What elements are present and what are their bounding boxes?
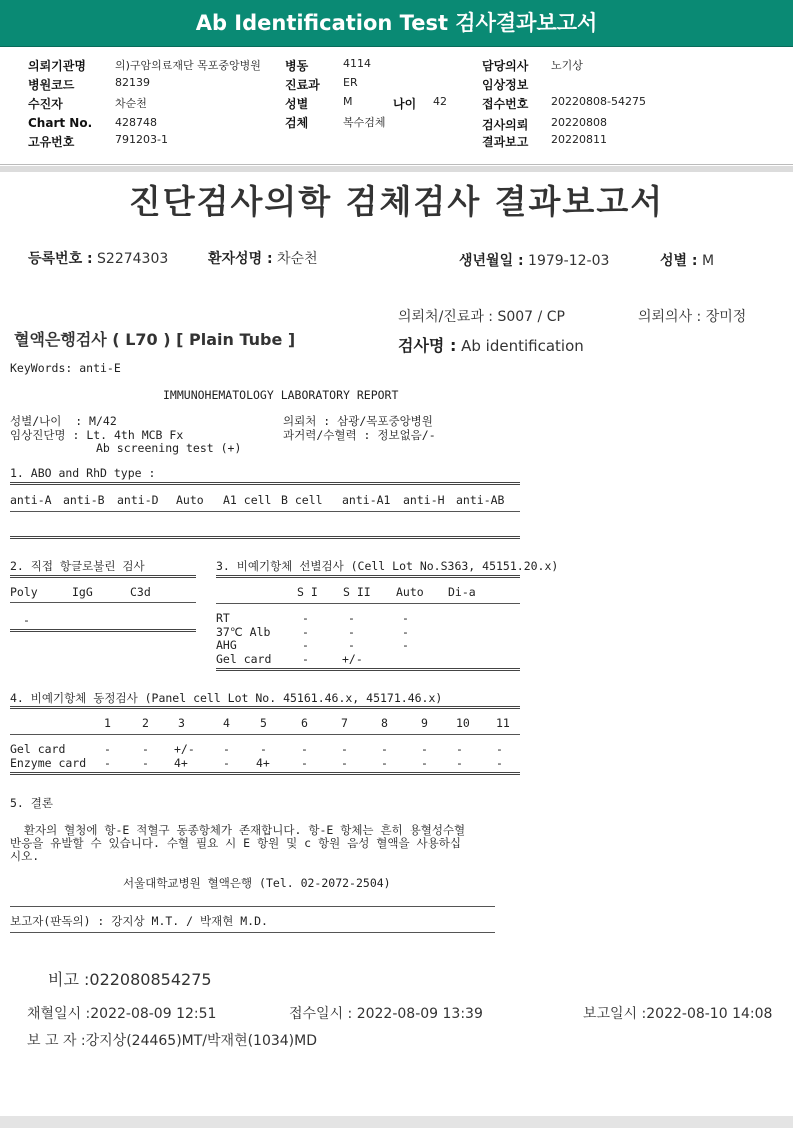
- label-chart-no: Chart No.: [28, 116, 93, 130]
- value-age: 42: [433, 95, 447, 108]
- abo-col-anti-ab: anti-AB: [456, 493, 505, 507]
- panel-cell: -: [142, 756, 149, 770]
- screen-cell: -: [348, 638, 355, 652]
- screen-row-name: RT: [216, 611, 230, 625]
- value-request-date: 20220808: [551, 116, 607, 129]
- label-request-date: 검사의뢰: [482, 118, 529, 132]
- panel-cell: -: [104, 756, 111, 770]
- patient-name: 환자성명 : 차순천: [208, 251, 318, 267]
- section1-title: 1. ABO and RhD type :: [10, 466, 156, 480]
- abo-col-anti-d: anti-D: [117, 493, 159, 507]
- transfusion-history: 과거력/수혈력 : 정보없음/-: [283, 428, 436, 442]
- rule: [10, 575, 196, 578]
- document-title: 진단검사의학 검체검사 결과보고서: [128, 182, 665, 221]
- hospital-contact: 서울대학교병원 혈액은행 (Tel. 02-2072-2504): [123, 876, 391, 890]
- collection-time: 채혈일시 :2022-08-09 12:51: [27, 1006, 217, 1022]
- section2-title: 2. 직접 항글로불린 검사: [10, 559, 145, 573]
- department: 의뢰처/진료과 : S007 / CP: [398, 309, 565, 325]
- lab-report-title: IMMUNOHEMATOLOGY LABORATORY REPORT: [163, 388, 399, 402]
- value-institution: 의)구암의료재단 목포중앙병원: [115, 59, 261, 72]
- screen-cell: -: [302, 638, 309, 652]
- abo-col-a1-cell: A1 cell: [223, 493, 272, 507]
- screen-cell: -: [302, 652, 309, 666]
- screen-cell: +/-: [342, 652, 363, 666]
- label-report-date: 결과보고: [482, 135, 529, 149]
- panel-cell: +/-: [174, 742, 195, 756]
- panel-cell: -: [223, 756, 230, 770]
- conclusion-line: 반응을 유발할 수 있습니다. 수혈 필요 시 E 항원 및 c 항원 음성 혈액을 사용하십: [10, 836, 461, 850]
- screening-result: Ab screening test (+): [96, 441, 242, 455]
- keywords: KeyWords: anti-E: [10, 361, 121, 375]
- panel-cell: 4+: [174, 756, 188, 770]
- section5-title: 5. 결론: [10, 796, 53, 810]
- abo-col-anti-b: anti-B: [63, 493, 105, 507]
- test-name: 검사명 : Ab identification: [398, 336, 584, 355]
- label-department: 진료과: [285, 78, 320, 92]
- screen-cell: -: [348, 611, 355, 625]
- panel-col-11: 11: [496, 716, 510, 730]
- label-ward: 병동: [285, 59, 309, 73]
- screen-col-auto: Auto: [396, 585, 424, 599]
- dat-col-c3d: C3d: [130, 585, 151, 599]
- screen-cell: -: [402, 638, 409, 652]
- label-hospital-code: 병원코드: [28, 78, 75, 92]
- rule: [10, 772, 520, 775]
- panel-row-name: Gel card: [10, 742, 66, 756]
- value-doctor: 노기상: [551, 59, 583, 72]
- rule: [10, 734, 520, 735]
- panel-col-4: 4: [223, 716, 230, 730]
- panel-col-5: 5: [260, 716, 267, 730]
- footer-reporter: 보 고 자 :강지상(24465)MT/박재현(1034)MD: [27, 1033, 318, 1049]
- value-sex: M: [343, 95, 353, 108]
- screen-cell: -: [302, 611, 309, 625]
- rule: [10, 511, 520, 512]
- panel-cell: -: [496, 756, 503, 770]
- panel-col-7: 7: [341, 716, 348, 730]
- panel-row-name: Enzyme card: [10, 756, 87, 770]
- panel-col-9: 9: [421, 716, 428, 730]
- value-patient: 차순천: [115, 97, 147, 110]
- rule: [10, 706, 520, 709]
- label-age: 나이: [393, 97, 417, 111]
- abo-col-anti-a: anti-A: [10, 493, 52, 507]
- rule: [10, 932, 495, 933]
- panel-cell: -: [301, 756, 308, 770]
- abo-col-auto: Auto: [176, 493, 204, 507]
- panel-col-3: 3: [178, 716, 185, 730]
- report-reporter: 보고자(판독의) : 강지상 M.T. / 박재현 M.D.: [10, 914, 268, 928]
- label-sex: 성별: [285, 97, 309, 111]
- value-specimen: 복수검체: [343, 116, 386, 129]
- rule: [216, 668, 520, 671]
- panel-cell: -: [381, 742, 388, 756]
- conclusion-line: 시오.: [10, 849, 40, 863]
- panel-cell: -: [456, 756, 463, 770]
- panel-cell: 4+: [256, 756, 270, 770]
- screen-col-s2: S II: [343, 585, 371, 599]
- rule: [10, 602, 196, 603]
- panel-cell: -: [341, 742, 348, 756]
- separator-band: [0, 166, 793, 172]
- label-receipt-no: 접수번호: [482, 97, 529, 111]
- label-specimen: 검체: [285, 116, 309, 130]
- receipt-time: 접수일시 : 2022-08-09 13:39: [289, 1006, 483, 1022]
- client: 의뢰처 : 삼광/목포중앙병원: [283, 414, 433, 428]
- screen-row-name: Gel card: [216, 652, 272, 666]
- section3-title: 3. 비예기항체 선별검사 (Cell Lot No.S363, 45151.20.x): [216, 559, 559, 573]
- report-titlebar: Ab Identification Test 검사결과보고서: [0, 0, 793, 47]
- patient-sex: 성별 : M: [660, 253, 715, 269]
- bottom-band: [0, 1116, 793, 1128]
- screen-row-name: AHG: [216, 638, 237, 652]
- dat-col-igg: IgG: [72, 585, 93, 599]
- report-time: 보고일시 :2022-08-10 14:08: [583, 1006, 773, 1022]
- panel-cell: -: [142, 742, 149, 756]
- rule: [10, 629, 196, 632]
- panel-cell: -: [496, 742, 503, 756]
- panel-cell: -: [456, 742, 463, 756]
- panel-cell: -: [104, 742, 111, 756]
- registration-number: 등록번호 : S2274303: [28, 251, 169, 267]
- dat-col-poly: Poly: [10, 585, 38, 599]
- label-doctor: 담당의사: [482, 59, 529, 73]
- rule: [10, 536, 520, 539]
- clinical-diagnosis: 임상진단명 : Lt. 4th MCB Fx: [10, 428, 184, 442]
- screen-col-s1: S I: [297, 585, 318, 599]
- screen-cell: -: [402, 625, 409, 639]
- abo-col-anti-a1: anti-A1: [342, 493, 391, 507]
- screen-cell: -: [348, 625, 355, 639]
- panel-cell: -: [421, 756, 428, 770]
- abo-col-anti-h: anti-H: [403, 493, 445, 507]
- dat-value: -: [23, 613, 30, 627]
- value-ward: 4114: [343, 57, 371, 70]
- value-department: ER: [343, 76, 358, 89]
- value-chart-no: 428748: [115, 116, 157, 129]
- birth-date: 생년월일 : 1979-12-03: [459, 253, 610, 269]
- screen-row-name: 37℃ Alb: [216, 625, 271, 639]
- section4-title: 4. 비예기항체 동정검사 (Panel cell Lot No. 45161.46.x, 45171.46.x): [10, 691, 443, 705]
- label-patient: 수진자: [28, 97, 63, 111]
- panel-cell: -: [223, 742, 230, 756]
- rule: [216, 575, 520, 578]
- value-unique-no: 791203-1: [115, 133, 168, 146]
- rule: [216, 603, 520, 604]
- panel-cell: -: [301, 742, 308, 756]
- screen-col-dia: Di-a: [448, 585, 476, 599]
- abo-col-b-cell: B cell: [281, 493, 323, 507]
- conclusion-line: 환자의 혈청에 항-E 적혈구 동종항체가 존재합니다. 항-E 항체는 흔히 용혈성수혈: [10, 823, 466, 837]
- panel-cell: -: [260, 742, 267, 756]
- note: 비고 :022080854275: [48, 970, 212, 989]
- test-category: 혈액은행검사 ( L70 ) [ Plain Tube ]: [14, 330, 296, 349]
- value-receipt-no: 20220808-54275: [551, 95, 646, 108]
- rule: [10, 906, 495, 907]
- panel-cell: -: [381, 756, 388, 770]
- panel-cell: -: [421, 742, 428, 756]
- label-clinical-info: 임상정보: [482, 78, 529, 92]
- panel-cell: -: [341, 756, 348, 770]
- label-institution: 의뢰기관명: [28, 59, 86, 73]
- request-info-box: [0, 47, 793, 165]
- requesting-doctor: 의뢰의사 : 장미정: [638, 309, 747, 325]
- sex-age: 성별/나이 : M/42: [10, 414, 117, 428]
- panel-col-6: 6: [301, 716, 308, 730]
- panel-col-2: 2: [142, 716, 149, 730]
- label-unique-no: 고유번호: [28, 135, 75, 149]
- screen-cell: -: [402, 611, 409, 625]
- panel-col-1: 1: [104, 716, 111, 730]
- panel-col-10: 10: [456, 716, 470, 730]
- value-report-date: 20220811: [551, 133, 607, 146]
- rule: [10, 482, 520, 485]
- value-hospital-code: 82139: [115, 76, 150, 89]
- panel-col-8: 8: [381, 716, 388, 730]
- screen-cell: -: [302, 625, 309, 639]
